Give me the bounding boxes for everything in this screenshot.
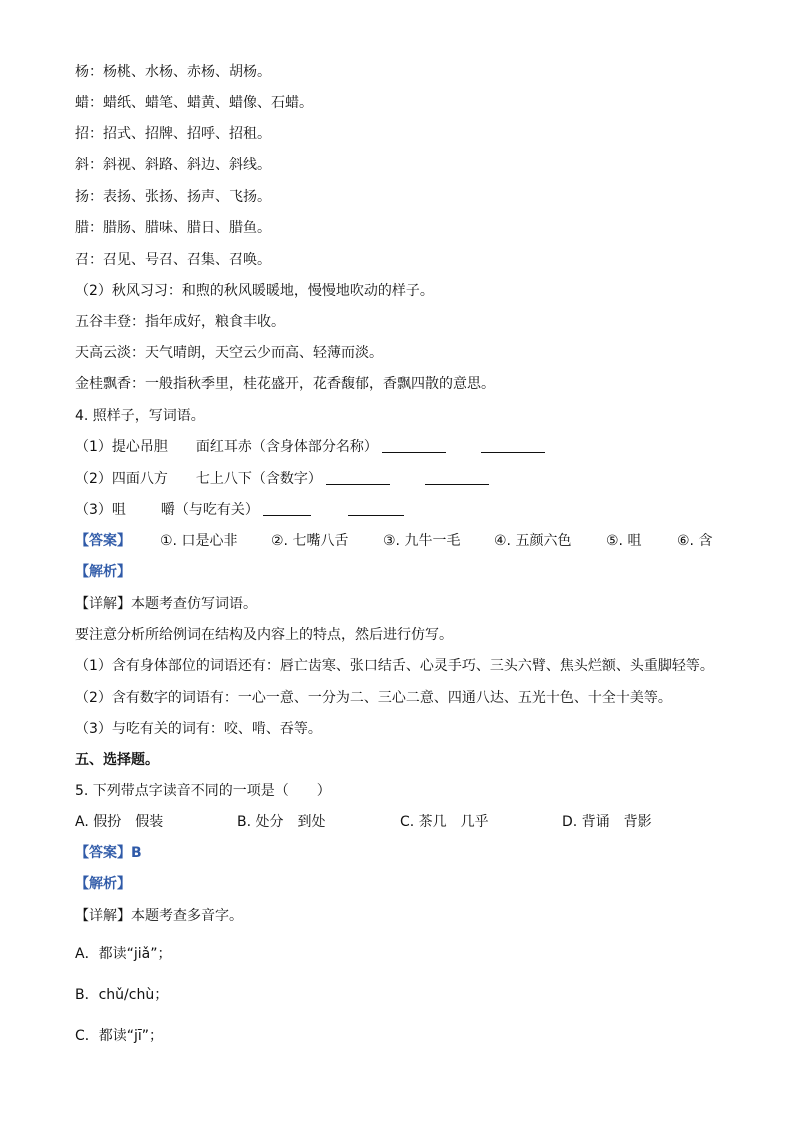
answer-blank xyxy=(382,438,446,453)
text-line: （3）与吃有关的词有：咬、啃、吞等。 xyxy=(75,721,322,737)
row-text: 嚼（与吃有关） xyxy=(160,502,259,518)
text-line: 杨：杨桃、水杨、赤杨、胡杨。 xyxy=(75,64,271,80)
analysis-label: 【解析】 xyxy=(75,564,131,580)
option-d: D. 背诵 背影 xyxy=(562,814,652,830)
answer-blank xyxy=(326,470,390,485)
analysis-label: 【解析】 xyxy=(75,876,131,892)
question-4-title: 4. 照样子，写词语。 xyxy=(75,408,205,424)
text-line: 腊：腊肠、腊味、腊日、腊鱼。 xyxy=(75,220,271,236)
text-line: 五谷丰登：指年成好，粮食丰收。 xyxy=(75,314,285,330)
text-line: A．都读“jiǎ”； xyxy=(75,946,172,962)
question-5: 5. 下列带点字读音不同的一项是（ ） xyxy=(75,783,331,799)
answer-blank xyxy=(425,470,489,485)
answer-blank xyxy=(348,501,404,516)
answer-label: 【答案】 xyxy=(75,533,131,549)
row-text: （3）咀 xyxy=(75,502,126,518)
answer-item: ①. 口是心非 xyxy=(160,533,238,549)
text-line: 蜡：蜡纸、蜡笔、蜡黄、蜡像、石蜡。 xyxy=(75,95,313,111)
answer-label: 【答案】B xyxy=(75,845,142,861)
row-text: （1）提心吊胆 面红耳赤（含身体部分名称） xyxy=(75,439,378,455)
text-line: 扬：表扬、张扬、扬声、飞扬。 xyxy=(75,189,271,205)
question-4-row-2 xyxy=(75,469,489,489)
question-4-row-1 xyxy=(75,437,545,457)
text-line: B．chǔ/chù； xyxy=(75,987,169,1003)
section-title: 五、选择题。 xyxy=(75,752,159,768)
answer-item: ⑥. 含 xyxy=(677,533,713,549)
detail-line: 【详解】本题考查仿写词语。 xyxy=(75,596,257,612)
question-4-row-3 xyxy=(75,500,404,520)
text-line: （1）含有身体部位的词语还有：唇亡齿寒、张口结舌、心灵手巧、三头六臂、焦头烂额、头重脚轻等。 xyxy=(75,658,714,674)
text-line: 斜：斜视、斜路、斜边、斜线。 xyxy=(75,157,271,173)
text-line: 金桂飘香：一般指秋季里，桂花盛开，花香馥郁，香飘四散的意思。 xyxy=(75,376,495,392)
answer-blank xyxy=(263,501,311,516)
text-line: 招：招式、招牌、招呼、招租。 xyxy=(75,126,271,142)
text-line: （2）秋风习习：和煦的秋风暖暖地，慢慢地吹动的样子。 xyxy=(75,283,434,299)
answer-blank xyxy=(481,438,545,453)
text-line: 召：召见、号召、召集、召唤。 xyxy=(75,252,271,268)
option-c: C. 茶几 几乎 xyxy=(400,814,489,830)
text-line: C．都读“jī”； xyxy=(75,1028,164,1044)
text-line: 要注意分析所给例词在结构及内容上的特点，然后进行仿写。 xyxy=(75,627,453,643)
answer-item: ②. 七嘴八舌 xyxy=(271,533,349,549)
option-a: A. 假扮 假装 xyxy=(75,814,164,830)
answer-item: ③. 九牛一毛 xyxy=(383,533,461,549)
option-b: B. 处分 到处 xyxy=(237,814,326,830)
detail-line: 【详解】本题考查多音字。 xyxy=(75,908,243,924)
text-line: （2）含有数字的词语有：一心一意、一分为二、三心二意、四通八达、五光十色、十全十美等。 xyxy=(75,690,672,706)
answer-item: ⑤. 咀 xyxy=(606,533,642,549)
text-line: 天高云淡：天气晴朗，天空云少而高、轻薄而淡。 xyxy=(75,345,383,361)
answer-item: ④. 五颜六色 xyxy=(494,533,572,549)
row-text: （2）四面八方 七上八下（含数字） xyxy=(75,471,322,487)
